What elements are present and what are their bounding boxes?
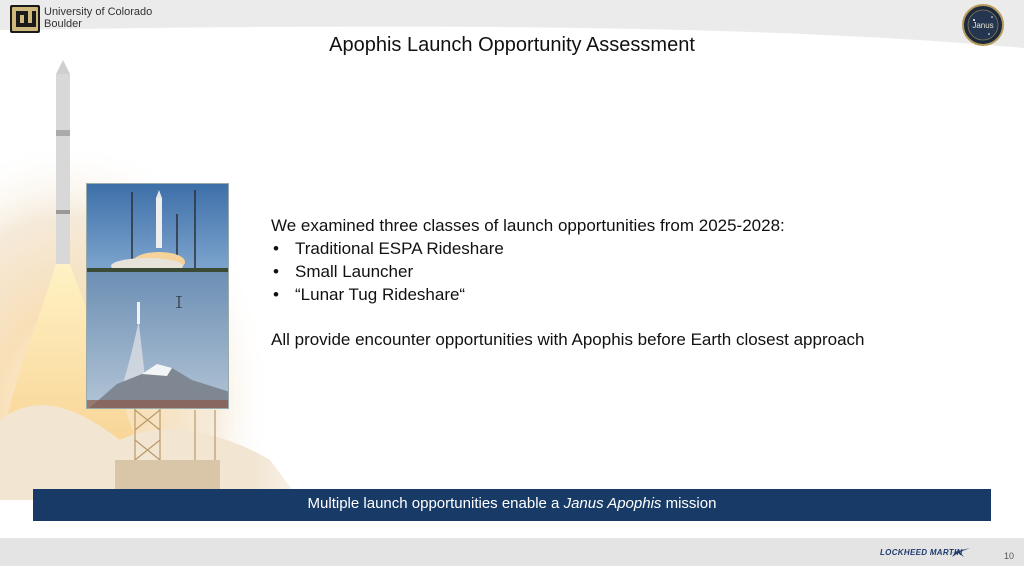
intro-text: We examined three classes of launch opportunities from 2025-2028: [271, 216, 785, 235]
lockheed-martin-logo: LOCKHEED MARTIN [880, 548, 963, 557]
conclusion-banner [33, 489, 991, 521]
slide-body [271, 214, 991, 351]
cu-logo-icon [10, 5, 40, 33]
list-item [271, 260, 991, 283]
page-number: 10 [1004, 551, 1015, 561]
launch-photo-stack [86, 183, 229, 409]
university-line2: Boulder [44, 18, 82, 30]
slide-title: Apophis Launch Opportunity Assessment [329, 34, 695, 56]
list-item-label: Small Launcher [295, 262, 414, 281]
list-item [271, 237, 991, 260]
footer-band [0, 538, 1024, 566]
list-item-label: “Lunar Tug Rideshare“ [295, 285, 466, 304]
launch-pad-photo [87, 184, 229, 274]
list-item-label: Traditional ESPA Rideshare [295, 239, 504, 258]
launch-class-list [271, 237, 991, 306]
bullet-glyph: • [273, 262, 279, 281]
university-name [44, 6, 152, 30]
text-cursor-icon [176, 296, 182, 308]
bullet-glyph: • [273, 285, 279, 304]
university-line1: University of Colorado [44, 6, 153, 18]
list-item [271, 283, 991, 306]
banner-emphasis: Janus Apophis [563, 495, 662, 512]
rocket-ascent-photo [87, 272, 229, 409]
banner-suffix: mission [661, 495, 717, 512]
bullet-glyph: • [273, 239, 279, 258]
lockheed-star-icon [946, 546, 970, 558]
badge-label: Janus [972, 21, 994, 30]
summary-text: All provide encounter opportunities with Apophis before Earth closest approach [271, 330, 865, 349]
banner-prefix: Multiple launch opportunities enable a [307, 495, 564, 512]
